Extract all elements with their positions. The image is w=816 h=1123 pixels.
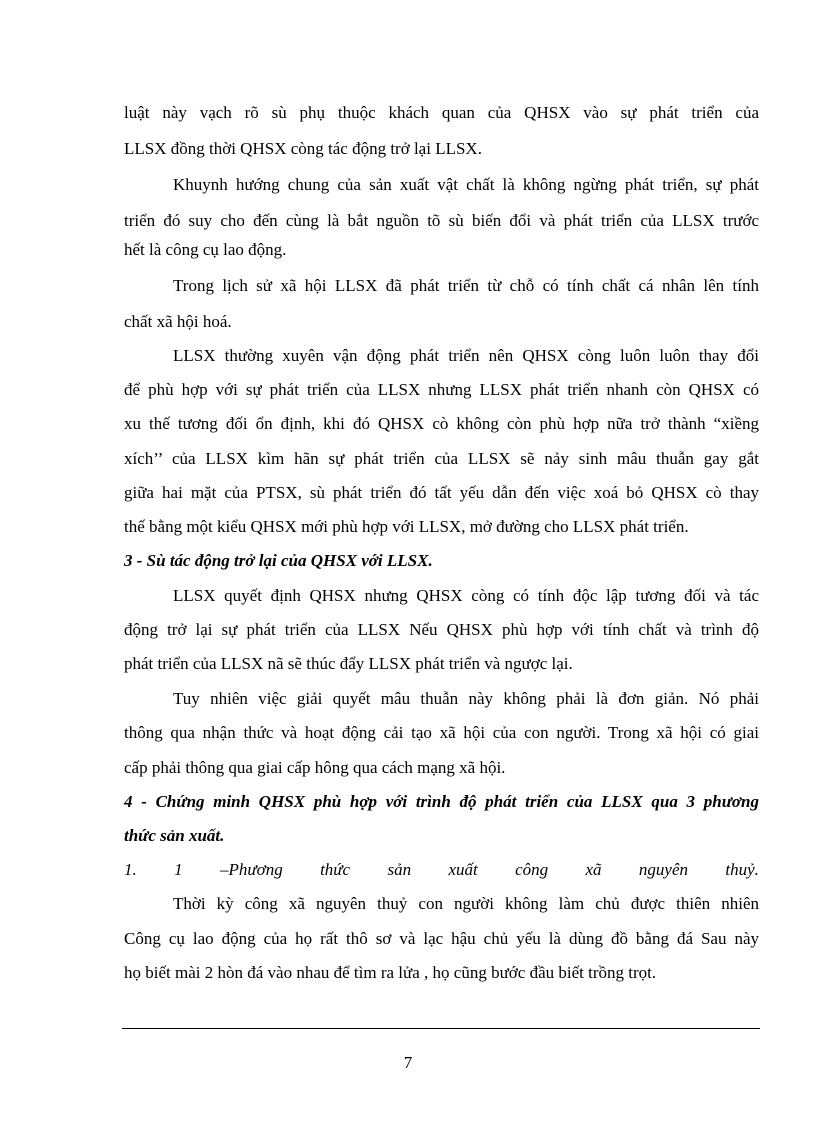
paragraph-line: thông qua nhận thức và hoạt động cải tạo xã hội của con người. Trong xã hội có giai — [124, 723, 759, 742]
heading-word: 1. — [124, 860, 137, 879]
section-heading: 4 - Chứng minh QHSX phù hợp với trình độ phát triển của LLSX qua 3 phương — [124, 792, 759, 811]
paragraph-line: cấp phải thông qua giai cấp hông qua cách mạng xã hội. — [124, 758, 506, 777]
paragraph-line: thế bằng một kiểu QHSX mới phù hợp với LLSX, mở đường cho LLSX phát triển. — [124, 517, 689, 536]
heading-word: xuất — [448, 860, 478, 879]
paragraph-line: Khuynh hướng chung của sản xuất vật chất là không ngừng phát triển, sự phát — [173, 175, 759, 194]
paragraph-line: LLSX quyết định QHSX nhưng QHSX còng có tính độc lập tương đối và tác — [173, 586, 759, 605]
paragraph-line: xu thế tương đối ổn định, khi đó QHSX cò không còn phù hợp nữa trở thành “xiềng — [124, 414, 759, 433]
paragraph-line: LLSX đồng thời QHSX còng tác động trở lại LLSX. — [124, 139, 482, 158]
heading-word: thức — [320, 860, 351, 879]
paragraph-line: Thời kỳ công xã nguyên thuỷ con người không làm chủ được thiên nhiên — [173, 894, 759, 913]
heading-word: sản — [387, 860, 412, 879]
paragraph-line: Công cụ lao động của họ rất thô sơ và lạc hậu chủ yếu là dùng đồ bằng đá Sau này — [124, 929, 759, 948]
paragraph-line: phát triển của LLSX nã sẽ thúc đẩy LLSX phát triển và ngược lại. — [124, 654, 573, 673]
heading-word: thuỷ. — [725, 860, 759, 879]
paragraph-line: hết là công cụ lao động. — [124, 240, 287, 259]
paragraph-line: chất xã hội hoá. — [124, 312, 232, 331]
page-number: 7 — [403, 1053, 413, 1072]
paragraph-line: Tuy nhiên việc giải quyết mâu thuẫn này không phải là đơn giản. Nó phải — [173, 689, 759, 708]
heading-word: công — [515, 860, 549, 879]
section-heading: 3 - Sù tác động trở lại của QHSX với LLSX. — [124, 551, 433, 570]
subsection-heading — [124, 859, 759, 881]
paragraph-line: giữa hai mặt của PTSX, sù phát triển đó tất yếu dẫn đến việc xoá bỏ QHSX cò thay — [124, 483, 759, 502]
paragraph-line: xích’’ của LLSX kìm hãn sự phát triển của LLSX sẽ nảy sinh mâu thuẫn gay gắt — [124, 449, 759, 468]
paragraph-line: để phù hợp với sự phát triển của LLSX nhưng LLSX phát triển nhanh còn QHSX có — [124, 380, 759, 399]
paragraph-line: triển đó suy cho đến cùng là bắt nguồn tõ sù biến đổi và phát triển của LLSX trước — [124, 211, 759, 230]
heading-word: 1 — [174, 860, 183, 879]
heading-word: nguyên — [638, 860, 688, 879]
paragraph-line: LLSX thường xuyên vận động phát triển nên QHSX còng luôn luôn thay đổi — [173, 346, 759, 365]
paragraph-line: Trong lịch sử xã hội LLSX đã phát triển từ chỗ có tính chất cá nhân lên tính — [173, 276, 759, 295]
paragraph-line: họ biết mài 2 hòn đá vào nhau để tìm ra lửa , họ cũng bước đầu biết trồng trọt. — [124, 963, 657, 982]
footer-rule — [122, 1028, 760, 1029]
paragraph-line: động trở lại sự phát triển của LLSX Nếu QHSX phù hợp với tính chất và trình độ — [124, 620, 759, 639]
heading-word: xã — [585, 860, 602, 879]
heading-word: –Phương — [219, 860, 283, 879]
section-heading: thức sản xuất. — [124, 826, 225, 845]
paragraph-line: luật này vạch rõ sù phụ thuộc khách quan của QHSX vào sự phát triển của — [124, 103, 759, 122]
